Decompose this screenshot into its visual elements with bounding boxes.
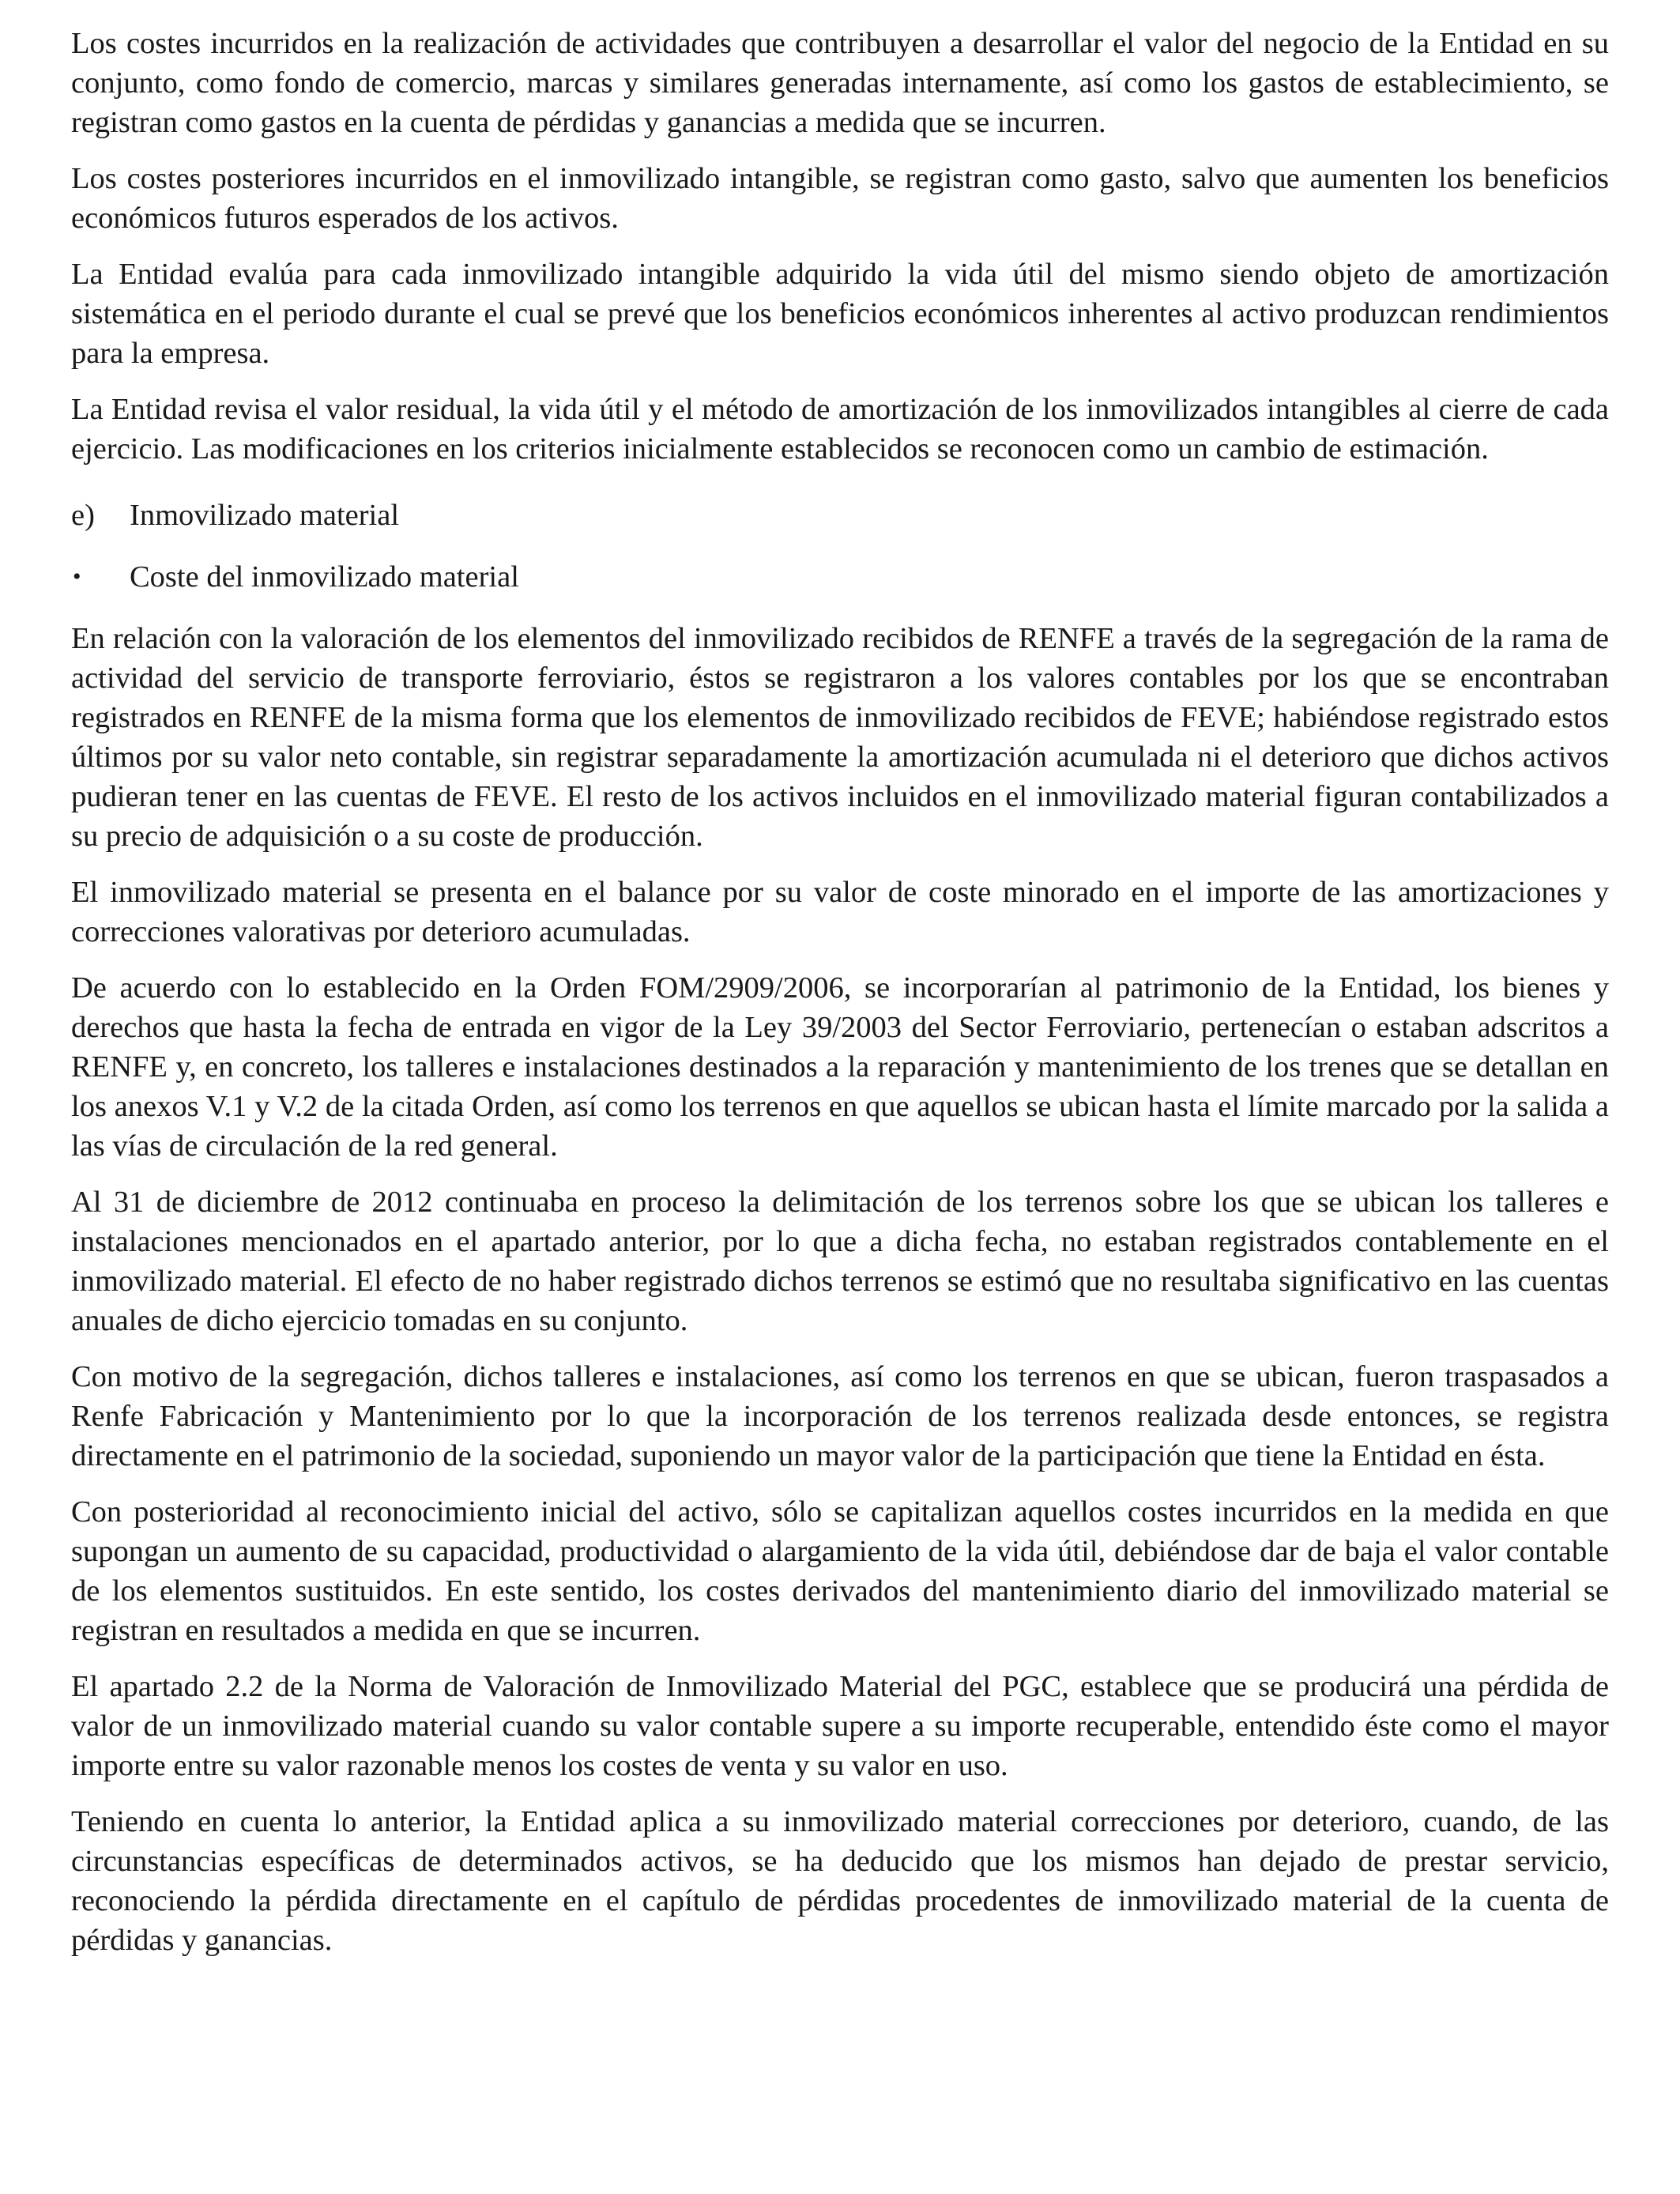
section-marker: e) [71,499,95,532]
paragraph-useful-life: La Entidad evalúa para cada inmovilizado intangible adquirido la vida útil del mismo siendo objeto de amortización sistemática en el periodo durante el cual se prevé que los beneficios económicos inherentes al activo produzcan rendimientos para la empresa. [71,258,1609,370]
paragraph-subsequent-costs: Los costes posteriores incurridos en el inmovilizado intangible, se registran como gasto, salvo que aumenten los beneficios económicos futuros esperados de los activos. [71,162,1609,235]
subsection-heading [71,557,1609,597]
bullet-icon: • [73,564,81,590]
section-heading [71,496,1609,535]
paragraph-land-delimitation: Al 31 de diciembre de 2012 continuaba en proceso la delimitación de los terrenos sobre los que se ubican los talleres e instalaciones mencionados en el apartado anterior, por lo que a dicha fecha, no estaban registrados contablemente en el inmovilizado material. El efecto de no haber registrado dichos terrenos se estimó que no resultaba significativo en las cuentas anuales de dicho ejercicio tomadas en su conjunto. [71,1186,1609,1337]
subsection-title: Coste del inmovilizado material [130,560,519,594]
paragraph-orden-fom: De acuerdo con lo establecido en la Orden FOM/2909/2006, se incorporarían al patrimonio de la Entidad, los bienes y derechos que hasta la fecha de entrada en vigor de la Ley 39/2003 del Sector Ferroviario, pertenecían o estaban adscritos a RENFE y, en concreto, los talleres e instalaciones destinados a la reparación y mantenimiento de los trenes que se detallan en los anexos V.1 y V.2 de la citada Orden, así como los terrenos en que aquellos se ubican hasta el límite marcado por la salida a las vías de circulación de la red general. [71,971,1609,1163]
paragraph-residual-value: La Entidad revisa el valor residual, la vida útil y el método de amortización de los inmovilizados intangibles al cierre de cada ejercicio. Las modificaciones en los criterios inicialmente establecidos se reconocen como un cambio de estimación. [71,393,1609,466]
paragraph-capitalization: Con posterioridad al reconocimiento inicial del activo, sólo se capitalizan aquellos costes incurridos en la medida en que supongan un aumento de su capacidad, productividad o alargamiento de la vida útil, debiéndose dar de baja el valor contable de los elementos sustituidos. En este sentido, los costes derivados del mantenimiento diario del inmovilizado material se registran en resultados a medida en que se incurren. [71,1495,1609,1647]
paragraph-balance-presentation: El inmovilizado material se presenta en el balance por su valor de coste minorado en el importe de las amortizaciones y correcciones valorativas por deterioro acumuladas. [71,876,1609,948]
paragraph-segregation: Con motivo de la segregación, dichos talleres e instalaciones, así como los terrenos en que se ubican, fueron traspasados a Renfe Fabricación y Mantenimiento por lo que la incorporación de los terrenos realizada desde entonces, se registra directamente en el patrimonio de la sociedad, suponiendo un mayor valor de la participación que tiene la Entidad en ésta. [71,1360,1609,1472]
paragraph-renfe-valuation: En relación con la valoración de los elementos del inmovilizado recibidos de RENFE a través de la segregación de la rama de actividad del servicio de transporte ferroviario, éstos se registraron a los valores contables por los que se encontraban registrados en RENFE de la misma forma que los elementos de inmovilizado recibidos de FEVE; habiéndose registrado estos últimos por su valor neto contable, sin registrar separadamente la amortización acumulada ni el deterioro que dichos activos pudieran tener en las cuentas de FEVE. El resto de los activos incluidos en el inmovilizado material figuran contabilizados a su precio de adquisición o a su coste de producción. [71,622,1609,853]
paragraph-intangible-costs: Los costes incurridos en la realización de actividades que contribuyen a desarrollar el valor del negocio de la Entidad en su conjunto, como fondo de comercio, marcas y similares generadas internamente, así como los gastos de establecimiento, se registran como gastos en la cuenta de pérdidas y ganancias a medida que se incurren. [71,27,1609,139]
paragraph-impairment-norm: El apartado 2.2 de la Norma de Valoración de Inmovilizado Material del PGC, establece que se producirá una pérdida de valor de un inmovilizado material cuando su valor contable supere a su importe recuperable, entendido éste como el mayor importe entre su valor razonable menos los costes de venta y su valor en uso. [71,1670,1609,1782]
document-page [71,24,1609,1977]
section-title: Inmovilizado material [130,499,400,532]
paragraph-impairment-application: Teniendo en cuenta lo anterior, la Entidad aplica a su inmovilizado material correcciones por deterioro, cuando, de las circunstancias específicas de determinados activos, se ha deducido que los mismos han dejado de prestar servicio, reconociendo la pérdida directamente en el capítulo de pérdidas procedentes de inmovilizado material de la cuenta de pérdidas y ganancias. [71,1805,1609,1957]
